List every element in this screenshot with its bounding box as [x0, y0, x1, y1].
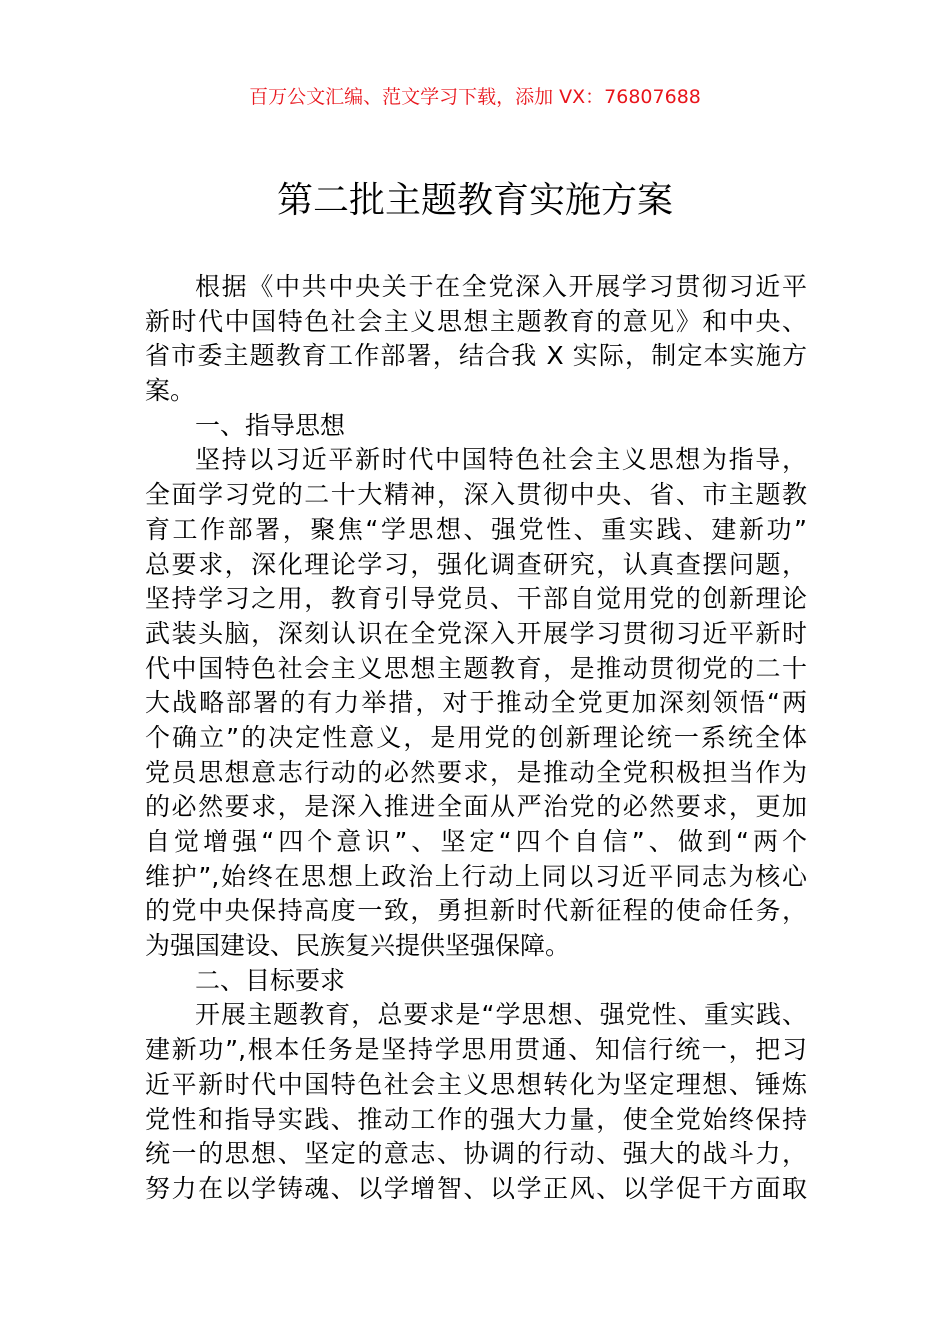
paragraph-line: 的党中央保持高度一致，勇担新时代新征程的使命任务，: [145, 896, 807, 926]
paragraph-line: 新时代中国特色社会主义思想主题教育的意见》和中央、: [145, 306, 807, 336]
paragraph-line: 坚持学习之用，教育引导党员、干部自觉用党的创新理论: [145, 584, 807, 614]
paragraph-line: 育工作部署，聚焦“学思想、强党性、重实践、建新功”: [145, 514, 807, 544]
paragraph-line: 代中国特色社会主义思想主题教育，是推动贯彻党的二十: [145, 653, 807, 683]
paragraph-line: 为强国建设、民族复兴提供坚强保障。: [145, 931, 571, 961]
watermark-header: 百万公文汇编、范文学习下载，添加 VX：76807688: [249, 86, 701, 108]
document-title: 第二批主题教育实施方案: [276, 180, 673, 221]
paragraph-line: 案。: [145, 376, 196, 406]
paragraph-line: 党员思想意志行动的必然要求，是推动全党积极担当作为: [145, 757, 807, 787]
paragraph-line: 坚持以习近平新时代中国特色社会主义思想为指导，: [195, 445, 807, 475]
paragraph-line: 全面学习党的二十大精神，深入贯彻中央、省、市主题教: [145, 480, 807, 510]
section-heading: 一、指导思想: [195, 410, 346, 440]
paragraph-line: 开展主题教育，总要求是“学思想、强党性、重实践、: [195, 1000, 807, 1030]
paragraph-line: 省市委主题教育工作部署，结合我 X 实际，制定本实施方: [145, 341, 807, 371]
paragraph-line: 个确立”的决定性意义，是用党的创新理论统一系统全体: [145, 722, 807, 752]
section-heading: 二、目标要求: [195, 965, 346, 995]
document-body: [145, 270, 807, 1207]
paragraph-line: 武装头脑，深刻认识在全党深入开展学习贯彻习近平新时: [145, 618, 807, 648]
paragraph-line: 根据《中共中央关于在全党深入开展学习贯彻习近平: [195, 272, 807, 301]
paragraph-line: 大战略部署的有力举措，对于推动全党更加深刻领悟“两: [145, 688, 807, 718]
paragraph-line: 自觉增强“四个意识”、坚定“四个自信”、做到“两个: [145, 827, 807, 856]
paragraph-line: 党性和指导实践、推动工作的强大力量，使全党始终保持: [145, 1104, 807, 1134]
paragraph-line: 总要求，深化理论学习，强化调查研究，认真查摆问题，: [145, 549, 807, 579]
paragraph-line: 的必然要求，是深入推进全面从严治党的必然要求，更加: [145, 792, 807, 822]
paragraph-line: 近平新时代中国特色社会主义思想转化为坚定理想、锤炼: [145, 1069, 807, 1099]
paragraph-line: 建新功”,根本任务是坚持学思用贯通、知信行统一，把习: [145, 1035, 807, 1065]
paragraph-line: 统一的思想、坚定的意志、协调的行动、强大的战斗力，: [145, 1139, 807, 1169]
paragraph-line: 维护”,始终在思想上政治上行动上同以习近平同志为核心: [145, 861, 807, 891]
paragraph-line: 努力在以学铸魂、以学增智、以学正风、以学促干方面取: [145, 1173, 807, 1203]
